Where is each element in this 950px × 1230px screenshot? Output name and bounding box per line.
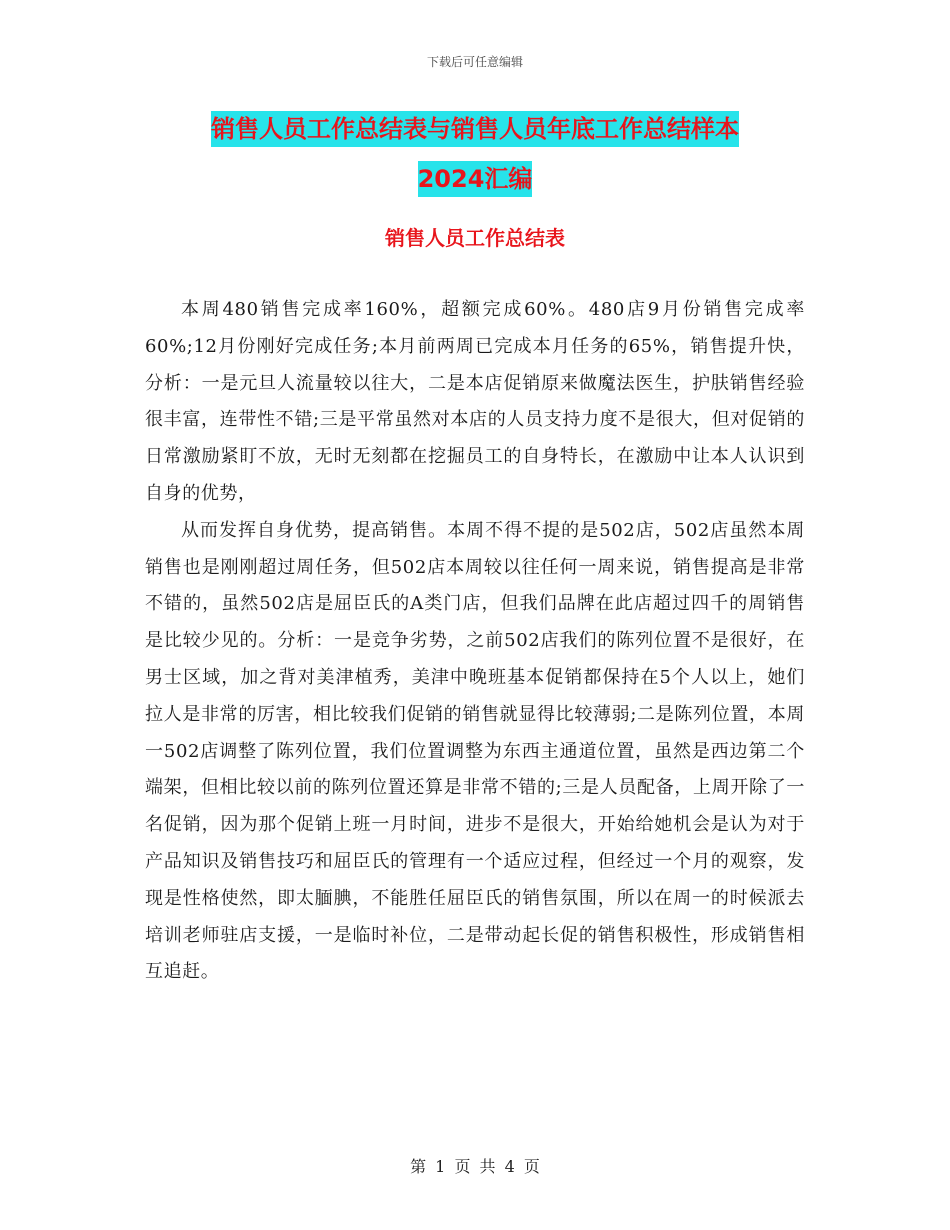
page-number: 第 1 页 共 4 页 [410,1157,540,1176]
section-title: 销售人员工作总结表 [385,226,565,250]
document-title [0,104,950,204]
title-line-2: 2024汇编 [418,161,533,197]
paragraph: 从而发挥自身优势，提高销售。本周不得不提的是502店，502店虽然本周销售也是刚刚超过周任务，但502店本周较以往任何一周来说，销售提高是非常不错的，虽然502店是屈臣氏的A类门店，但我们品牌在此店超过四千的周销售是比较少见的。分析：一是竞争劣势，之前502店我们的陈列位置不是很好，在男士区域，加之背对美津植秀，美津中晚班基本促销都保持在5个人以上，她们拉人是非常的厉害，相比较我们促销的销售就显得比较薄弱;二是陈列位置，本周一502店调整了陈列位置，我们位置调整为东西主通道位置，虽然是西边第二个端架，但相比较以前的陈列位置还算是非常不错的;三是人员配备，上周开除了一名促销，因为那个促销上班一月时间，进步不是很大，开始给她机会是认为对于产品知识及销售技巧和屈臣氏的管理有一个适应过程，但经过一个月的观察，发现是性格使然，即太腼腆，不能胜任屈臣氏的销售氛围，所以在周一的时候派去培训老师驻店支援，一是临时补位，二是带动起长促的销售积极性，形成销售相互追赶。 [145,519,805,983]
paragraph: 本周480销售完成率160%，超额完成60%。480店9月份销售完成率60%;12月份刚好完成任务;本月前两周已完成本月任务的65%，销售提升快，分析：一是元旦人流量较以往大，二是本店促销原来做魔法医生，护肤销售经验很丰富，连带性不错;三是平常虽然对本店的人员支持力度不是很大，但对促销的日常激励紧盯不放，无时无刻都在挖掘员工的自身特长，在激励中让本人认识到自身的优势， [145,299,805,504]
title-line-1: 销售人员工作总结表与销售人员年底工作总结样本 [211,111,739,147]
document-body [145,292,805,991]
header-note: 下载后可任意编辑 [426,55,523,69]
